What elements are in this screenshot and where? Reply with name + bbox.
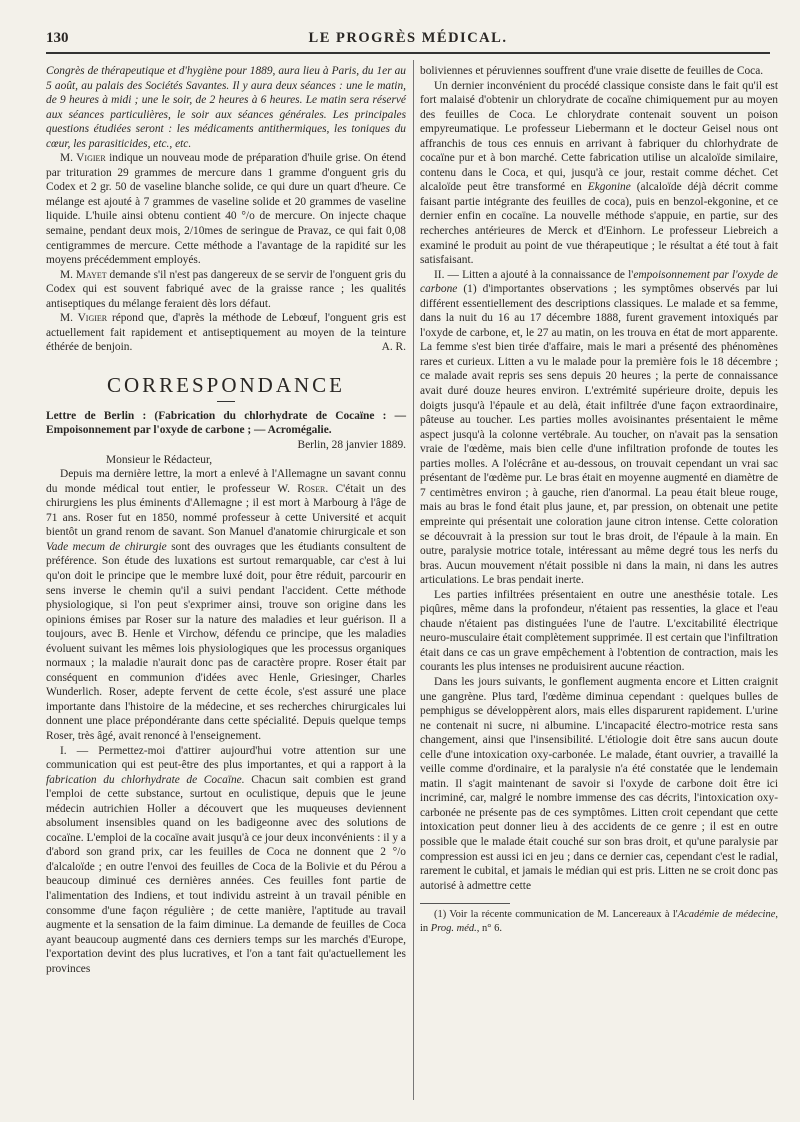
salutation: Monsieur le Rédacteur, (106, 453, 213, 466)
column-divider (413, 60, 414, 1100)
page-header (46, 30, 770, 54)
paragraph-vigier-1: M. Vigier indique un nouveau mode de préparation d'huile grise. On étend par trituration 29 grammes de mercure dans 1 gramme d'onguent gris du Codex et 2 gr. 50 de vaseline blanche solide, ce qui dure un quart d'heure. Ce mélange est ajouté à 7 grammes de vaseline solide et 20 grammes de vaseline liquide. L'huile ainsi obtenu contient 40 °/o de mercure. On injecte chaque semaine, pendant deux mois, 2/10mes de seringue de Pravaz, ce qui fait 0,08 centigrammes de mercure. Cette méthode a l'avantage de la rapidité sur les moyens précédemment employés. (46, 152, 406, 267)
paragraph-continuation: boliviennes et péruviennes souffrent d'une vraie disette de feuilles de Coca. (420, 65, 764, 77)
footnote: (1) Voir la récente communication de M. Lancereaux à l'Académie de médecine, in Prog. méd., n° 6. (420, 909, 778, 934)
speaker-name: M. Vigier (60, 152, 106, 165)
paragraph-jours-suivants: Dans les jours suivants, le gonflement augmenta encore et Litten craignit une gangrène. Plus tard, l'œdème diminua cependant : quelques bulles de pemphigus se développèrent alors, mais elles disparurent rapidement. L'urine ne contenait ni sucre, ni albumine. L'incapacité électro-motrice resta sans changement, ainsi que l'insensibilité. L'étiologie doit être sans aucun doute celle d'une intoxication oxy-carbonée. Le malade, étant ouvrier, a travaillé la veille comme d'ordinaire, et la paralysie n'a été constatée que le lendemain matin. Il s'agit maintenant de savoir si l'oxyde de carbone doit être ici incriminé, car, malgré le nombre immense des cas décrits, l'intoxication oxy-carbonée ne présente pas de ces symptômes. Litten croit cependant que cette intoxication peut donner lieu à des accidents de ce genre ; il est en outre possible que le malade était couché sur son bras droit, et qu'une paralysie par compression est aussi ici en jeu ; dans ce dernier cas, cependant c'est le radial, rarement le cubital, et jamais le médian qui est pris. Litten ne se croit donc pas autorisé à admettre cette (420, 675, 778, 892)
paragraph-parties-infiltrees: Les parties infiltrées présentaient en outre une anesthésie totale. Les piqûres, même dans la profondeur, n'étaient pas ressenties, la glace et l'eau chaude n'étaient pas distinguées l'une de l'autre. L'excitabilité électrique neuro-musculaire était complètement supprimée. Il est certain que l'infiltration était dans ce cas un grave empêchement à l'obtention de contraction, mais les courants les plus intenses ne produisirent aucune réaction. (420, 588, 778, 674)
dateline: Berlin, 28 janvier 1889. (297, 439, 406, 452)
paragraph-mayet: M. Mayet demande s'il n'est pas dangereux de se servir de l'onguent gris du Codex qui est souvent fabriqué avec de la graisse rance ; les qualités antiseptiques du mélange feraient dès lors défaut. (46, 268, 406, 310)
paragraph-dernier-inconvenient: Un dernier inconvénient du procédé classique consiste dans le fait qu'il est fort malaisé d'obtenir un chlorydrate de cocaïne chimiquement pur au moyen des feuilles de Coca. Le chlorydrate contenait souvent un poison empyreumatique. Le professeur Liebermann et le docteur Geisel nous ont affranchis de tous ces ennuis en arrivant à fabriquer du chlorhydrate de cocaïne pur et à bon marché. Cette fabrication utilise un alcaloïde similaire, contenu dans le Coca, et qui, jusqu'à ce jour, restait comme déchet. Cet alcaloïde peut être transformé en Ekgonine (alcaloïde déjà décrit comme faisant partie intégrante des feuilles de coca), puis en benzol-ekgonine, et ce dernier enfin en cocaïne. La nouvelle méthode s'appuie, en partie, sur des recherches antérieures de Merck et d'Einhorn. Le professeur Liebreich a examiné le produit au point de vue thérapeutique ; le résultat a été tout à fait satisfaisant. (420, 79, 778, 267)
signature: A. R. (381, 341, 406, 354)
right-column (420, 64, 778, 935)
left-column (46, 64, 406, 976)
letter-heading: Lettre de Berlin : (Fabrication du chlorhydrate de Cocaïne : — Empoisonnement par l'oxyde de carbone ; — Acromégalie. (46, 409, 406, 437)
speaker-name: M. Vigier (60, 312, 108, 325)
paragraph-cocaine: I. — Permettez-moi d'attirer aujourd'hui votre attention sur une communication qui est peut-être des plus importantes, et qui a rapport à la fabrication du chlorhydrate de Cocaïne. Chacun sait combien est grand l'emploi de cette substance, surtout en oculistique, depuis que le jeune médecin autrichien Holler a découvert que les muqueuses deviennent absolument insensibles quand on les badigeonne avec des solutions de cocaïne. L'emploi de la cocaïne avait jusqu'à ce jour deux inconvénients : il y a d'abord son grand prix, car les feuilles de Coca ne donnent que 2 °/o d'alcaloïde ; en outre l'envoi des feuilles de Coca de la Bolivie et du Pérou a beaucoup diminué ces dernières années. Ces feuilles font partie de l'alimentation des Indiens, et tout individu astreint à un travail pénible en consomme d'une façon régulière ; de cette manière, l'aptitude au travail augmente et la sensation de la faim diminue. La demande de feuilles de Coca ayant beaucoup augmenté dans ces derniers temps sur les marchés d'Europe, l'exportation devint des plus lucratives, et l'on a tant fait qu'actuellement les provinces (46, 744, 406, 975)
section-rule (217, 401, 235, 402)
section-title: CORRESPONDANCE (106, 372, 346, 397)
page-number: 130 (46, 30, 69, 46)
speaker-name: M. Mayet (60, 268, 107, 281)
running-title: LE PROGRÈS MÉDICAL. (308, 30, 508, 46)
paragraph-congres: Congrès de thérapeutique et d'hygiène pour 1889, aura lieu à Paris, du 1er au 5 août, au palais des Sociétés Savantes. Il y aura deux séances : une le matin, de 9 heures à midi ; une le soir, de 2 heures à 6 heures. Le matin sera réservé aux séances particulières, le soir aux séances générales. Les principales questions étudiées seront : les médicaments antithermiques, les toniques du cœur, les parasiticides, etc., etc. (46, 65, 406, 150)
footnote-rule (420, 903, 510, 904)
paragraph-roser: Depuis ma dernière lettre, la mort a enlevé à l'Allemagne un savant connu du monde médical tout entier, le professeur W. Roser. C'était un des chirurgiens les plus éminents d'Allemagne ; il est mort à Marbourg à l'âge de 71 ans. Roser fut en 1850, nommé professeur à cette Université et acquit bientôt un grand renom de savant. Son Manuel d'anatomie chirurgicale et son Vade mecum de chirurgie sont des ouvrages que les étudiants consultent de préférence. Son étude des luxations est surtout remarquable, car c'est à lui qu'on doit le principe que le membre luxé doit, pour être réduit, parcourir en sens inverse le chemin qu'il a suivi pendant l'accident. Cette méthode physiologique, si l'on peut s'exprimer ainsi, trouve son origine dans les opinions émises par Roser sur la nature des maladies et leur guérison. Il a toujours, avec B. Henle et Virchow, défendu ce principe, que les maladies évoluent suivant les mêmes lois physiologiques que les processus organiques normaux ; la maladie n'aurait donc pas de caractère propre. Roser était par conséquent en communion d'idées avec Henle, Griesinger, Charles Wunderlich. Roser, adepte fervent de cette école, s'est assuré une place importante dans l'histoire de la médecine, et ses recherches chirurgicales lui donnent une place prépondérante dans cette spécialité. Depuis quelque temps Roser, très âgé, avait renoncé à l'enseignement. (46, 468, 406, 742)
paragraph-litten: II. — Litten a ajouté à la connaissance de l'empoisonnement par l'oxyde de carbone (1) d'importantes observations ; les symptômes observés par lui différent essentiellement des descriptions classiques. Le malade et sa femme, dans la nuit du 16 au 17 décembre 1888, furent gravement intoxiqués par l'oxyde de carbone, et, le 27 au matin, on les trouva en état de mort apparente. La femme s'est bien tirée d'affaire, mais le mari a présenté des phénomènes rares et curieux. Litten a vu le malade pour la première fois le 18 décembre ; ce malade avait repris ses sens depuis 20 heures ; la perte de connaissance avait duré douze heures environ. L'extrémité supérieure droite, depuis les doigts jusqu'à l'épaule et au delà, était infiltrée d'une façon extraordinaire, pâteuse au toucher. Les parties molles avoisinantes présentaient le même aspect jusqu'à la colonne vertébrale. Au toucher, on n'avait pas la sensation vraie de l'œdème, mais bien celle d'une infiltration profonde de toutes les parties molles. A l'olécrâne et au-dessous, on trouvait cependant un vrai sac présentant de l'œdème pur. Le bras était en moyenne augmenté en diamètre de 7 centimètres environ ; à gauche, rien d'anormal. La peau était bleue rouge, mais au bras le fond était plus jaune, et, par pression, on obtenait une petite empreinte qui présentait une coloration jaune citron intense. Cette coloration se découvrait à la pression sur tout le bras droit, de l'épaule à la main. En outre, paralysie motrice totale, intéressant au même degré tous les nerfs du bras. Aucun mouvement n'était possible ni dans la main, ni dans les autres articulations. Le bras pendait inerte. (420, 268, 778, 587)
paragraph-vigier-2: M. Vigier répond que, d'après la méthode de Lebœuf, l'onguent gris est actuellement fait rapidement et antiseptiquement au moyen de la teinture éthérée de benjoin. A. R. (46, 312, 406, 354)
